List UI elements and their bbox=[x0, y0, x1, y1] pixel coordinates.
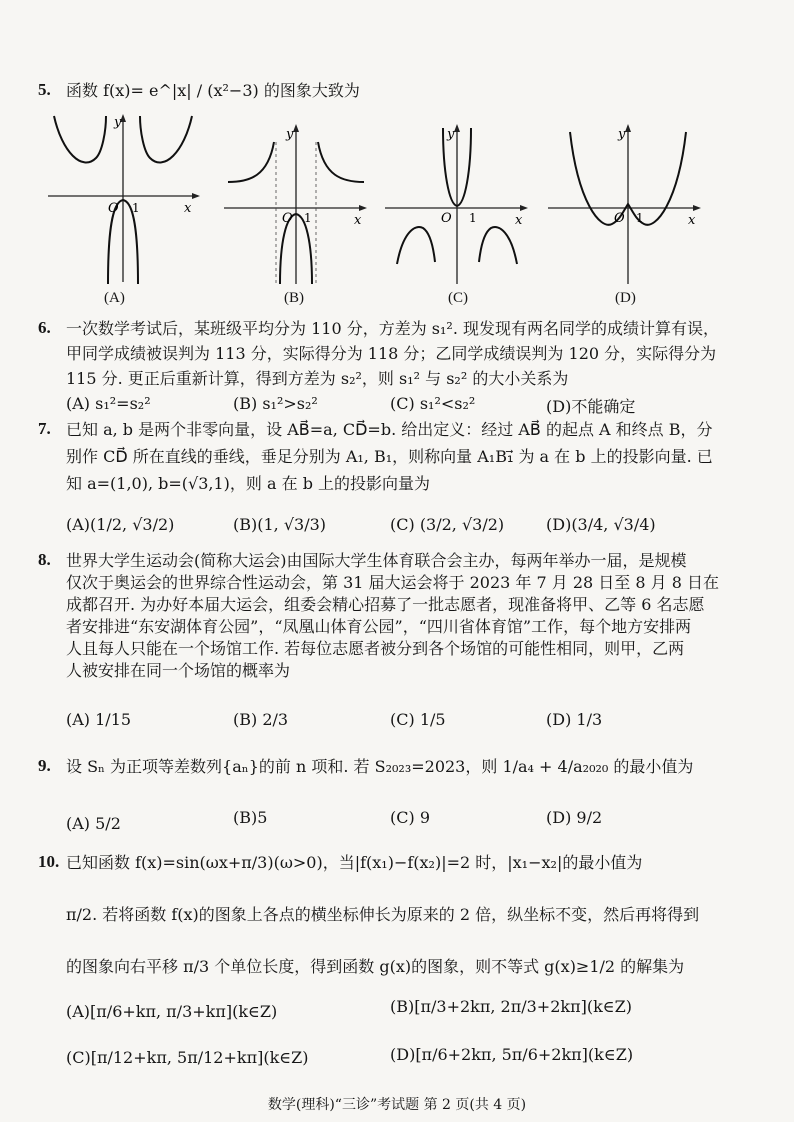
question-line: 甲同学成绩被误判为 113 分，实际得分为 118 分；乙同学成绩误判为 120 分，实际得分为 bbox=[66, 344, 717, 363]
graph-a bbox=[48, 112, 208, 287]
x-axis-label: x bbox=[688, 213, 696, 228]
question-line: π/2. 若将函数 f(x)的图象上各点的横坐标伸长为原来的 2 倍，纵坐标不变，然后再将得到 bbox=[66, 905, 700, 924]
x-axis-label: x bbox=[354, 213, 362, 228]
graph-d-caption: (D) bbox=[615, 290, 636, 306]
question-number: 8. bbox=[38, 550, 51, 569]
graph-c bbox=[385, 112, 535, 287]
question-line: 别作 CD⃗ 所在直线的垂线，垂足分别为 A₁, B₁，则称向量 A₁B₁⃗ 为 a 在 b 上的投影向量. 已 bbox=[66, 447, 713, 466]
question-line: 的图象向右平移 π/3 个单位长度，得到函数 g(x)的图象，则不等式 g(x)≥1/2 的解集为 bbox=[66, 957, 685, 976]
option-b: (B) s₁²>s₂² bbox=[233, 394, 318, 413]
option-a: (A) 1/15 bbox=[66, 710, 132, 729]
option-d: (D)[π/6+2kπ, 5π/6+2kπ](k∈Z) bbox=[390, 1045, 634, 1064]
origin-label: O bbox=[282, 211, 293, 226]
option-a: (A)[π/6+kπ, π/3+kπ](k∈Z) bbox=[66, 1002, 278, 1021]
tick-one-label: 1 bbox=[304, 211, 312, 225]
option-d: (D) 9/2 bbox=[546, 808, 603, 827]
option-b: (B)5 bbox=[233, 808, 268, 827]
option-d: (D)(3/4, √3/4) bbox=[546, 515, 656, 534]
graph-c-caption: (C) bbox=[448, 290, 468, 306]
option-d: (D) 1/3 bbox=[546, 710, 603, 729]
option-b: (B) 2/3 bbox=[233, 710, 289, 729]
question-line: 一次数学考试后，某班级平均分为 110 分，方差为 s₁². 现发现有两名同学的成绩计算有误， bbox=[66, 319, 720, 338]
option-a: (A) 5/2 bbox=[66, 814, 121, 833]
question-line: 已知 a, b 是两个非零向量，设 AB⃗=a, CD⃗=b. 给出定义：经过 AB⃗ 的起点 A 和终点 B，分 bbox=[66, 420, 713, 439]
graph-b-caption: (B) bbox=[284, 290, 304, 306]
graph-b bbox=[224, 112, 374, 287]
question-line: 115 分. 更正后重新计算，得到方差为 s₂²，则 s₁² 与 s₂² 的大小关系为 bbox=[66, 369, 569, 388]
question-number: 5. bbox=[38, 80, 51, 99]
y-axis-label: y bbox=[286, 127, 294, 142]
question-line: 人且每人只能在一个场馆工作. 若每位志愿者被分到各个场馆的可能性相同，则甲，乙两 bbox=[66, 639, 685, 658]
x-axis-label: x bbox=[184, 201, 192, 216]
y-axis-label: y bbox=[618, 127, 626, 142]
y-axis-label: y bbox=[114, 115, 122, 130]
option-d: (D)不能确定 bbox=[546, 397, 636, 416]
option-b: (B)(1, √3/3) bbox=[233, 515, 327, 534]
x-axis-label: x bbox=[515, 213, 523, 228]
question-line: 世界大学生运动会(简称大运会)由国际大学生体育联合会主办，每两年举办一届，是规模 bbox=[66, 551, 687, 570]
option-c: (C) (3/2, √3/2) bbox=[390, 515, 505, 534]
option-c: (C) 9 bbox=[390, 808, 430, 827]
option-b: (B)[π/3+2kπ, 2π/3+2kπ](k∈Z) bbox=[390, 997, 632, 1016]
question-number: 7. bbox=[38, 419, 51, 438]
question-line: 已知函数 f(x)=sin(ωx+π/3)(ω>0)，当|f(x₁)−f(x₂)|=2 时，|x₁−x₂|的最小值为 bbox=[66, 853, 643, 872]
tick-one-label: 1 bbox=[636, 211, 644, 225]
question-line: 仅次于奥运会的世界综合性运动会，第 31 届大运会将于 2023 年 7 月 28 日至 8 月 8 日在 bbox=[66, 573, 720, 592]
question-text: 函数 f(x)= e^|x| / (x²−3) 的图象大致为 bbox=[66, 81, 360, 100]
option-a: (A) s₁²=s₂² bbox=[66, 394, 151, 413]
origin-label: O bbox=[441, 211, 452, 226]
origin-label: O bbox=[108, 201, 119, 216]
option-c: (C) 1/5 bbox=[390, 710, 446, 729]
question-line: 知 a=(1,0), b=(√3,1)，则 a 在 b 上的投影向量为 bbox=[66, 474, 431, 493]
tick-one-label: 1 bbox=[132, 201, 140, 215]
question-number: 9. bbox=[38, 756, 51, 775]
question-line: 人被安排在同一个场馆的概率为 bbox=[66, 661, 291, 680]
y-axis-label: y bbox=[447, 127, 455, 142]
page-footer: 数学(理科)“三诊”考试题 第 2 页(共 4 页) bbox=[267, 1097, 527, 1113]
tick-one-label: 1 bbox=[469, 211, 477, 225]
option-c: (C) s₁²<s₂² bbox=[390, 394, 476, 413]
option-a: (A)(1/2, √3/2) bbox=[66, 515, 175, 534]
question-number: 10. bbox=[38, 852, 60, 871]
question-line: 者安排进“东安湖体育公园”，“凤凰山体育公园”，“四川省体育馆”工作，每个地方安排两 bbox=[66, 617, 692, 636]
question-text: 设 Sₙ 为正项等差数列{aₙ}的前 n 项和. 若 S₂₀₂₃=2023，则 1/a₄ + 4/a₂₀₂₀ 的最小值为 bbox=[66, 757, 694, 776]
graph-d bbox=[548, 112, 708, 287]
origin-label: O bbox=[614, 211, 625, 226]
option-c: (C)[π/12+kπ, 5π/12+kπ](k∈Z) bbox=[66, 1048, 309, 1067]
question-number: 6. bbox=[38, 318, 51, 337]
graph-a-caption: (A) bbox=[104, 290, 125, 306]
question-line: 成都召开. 为办好本届大运会，组委会精心招募了一批志愿者，现准备将甲、乙等 6 名志愿 bbox=[66, 595, 705, 614]
